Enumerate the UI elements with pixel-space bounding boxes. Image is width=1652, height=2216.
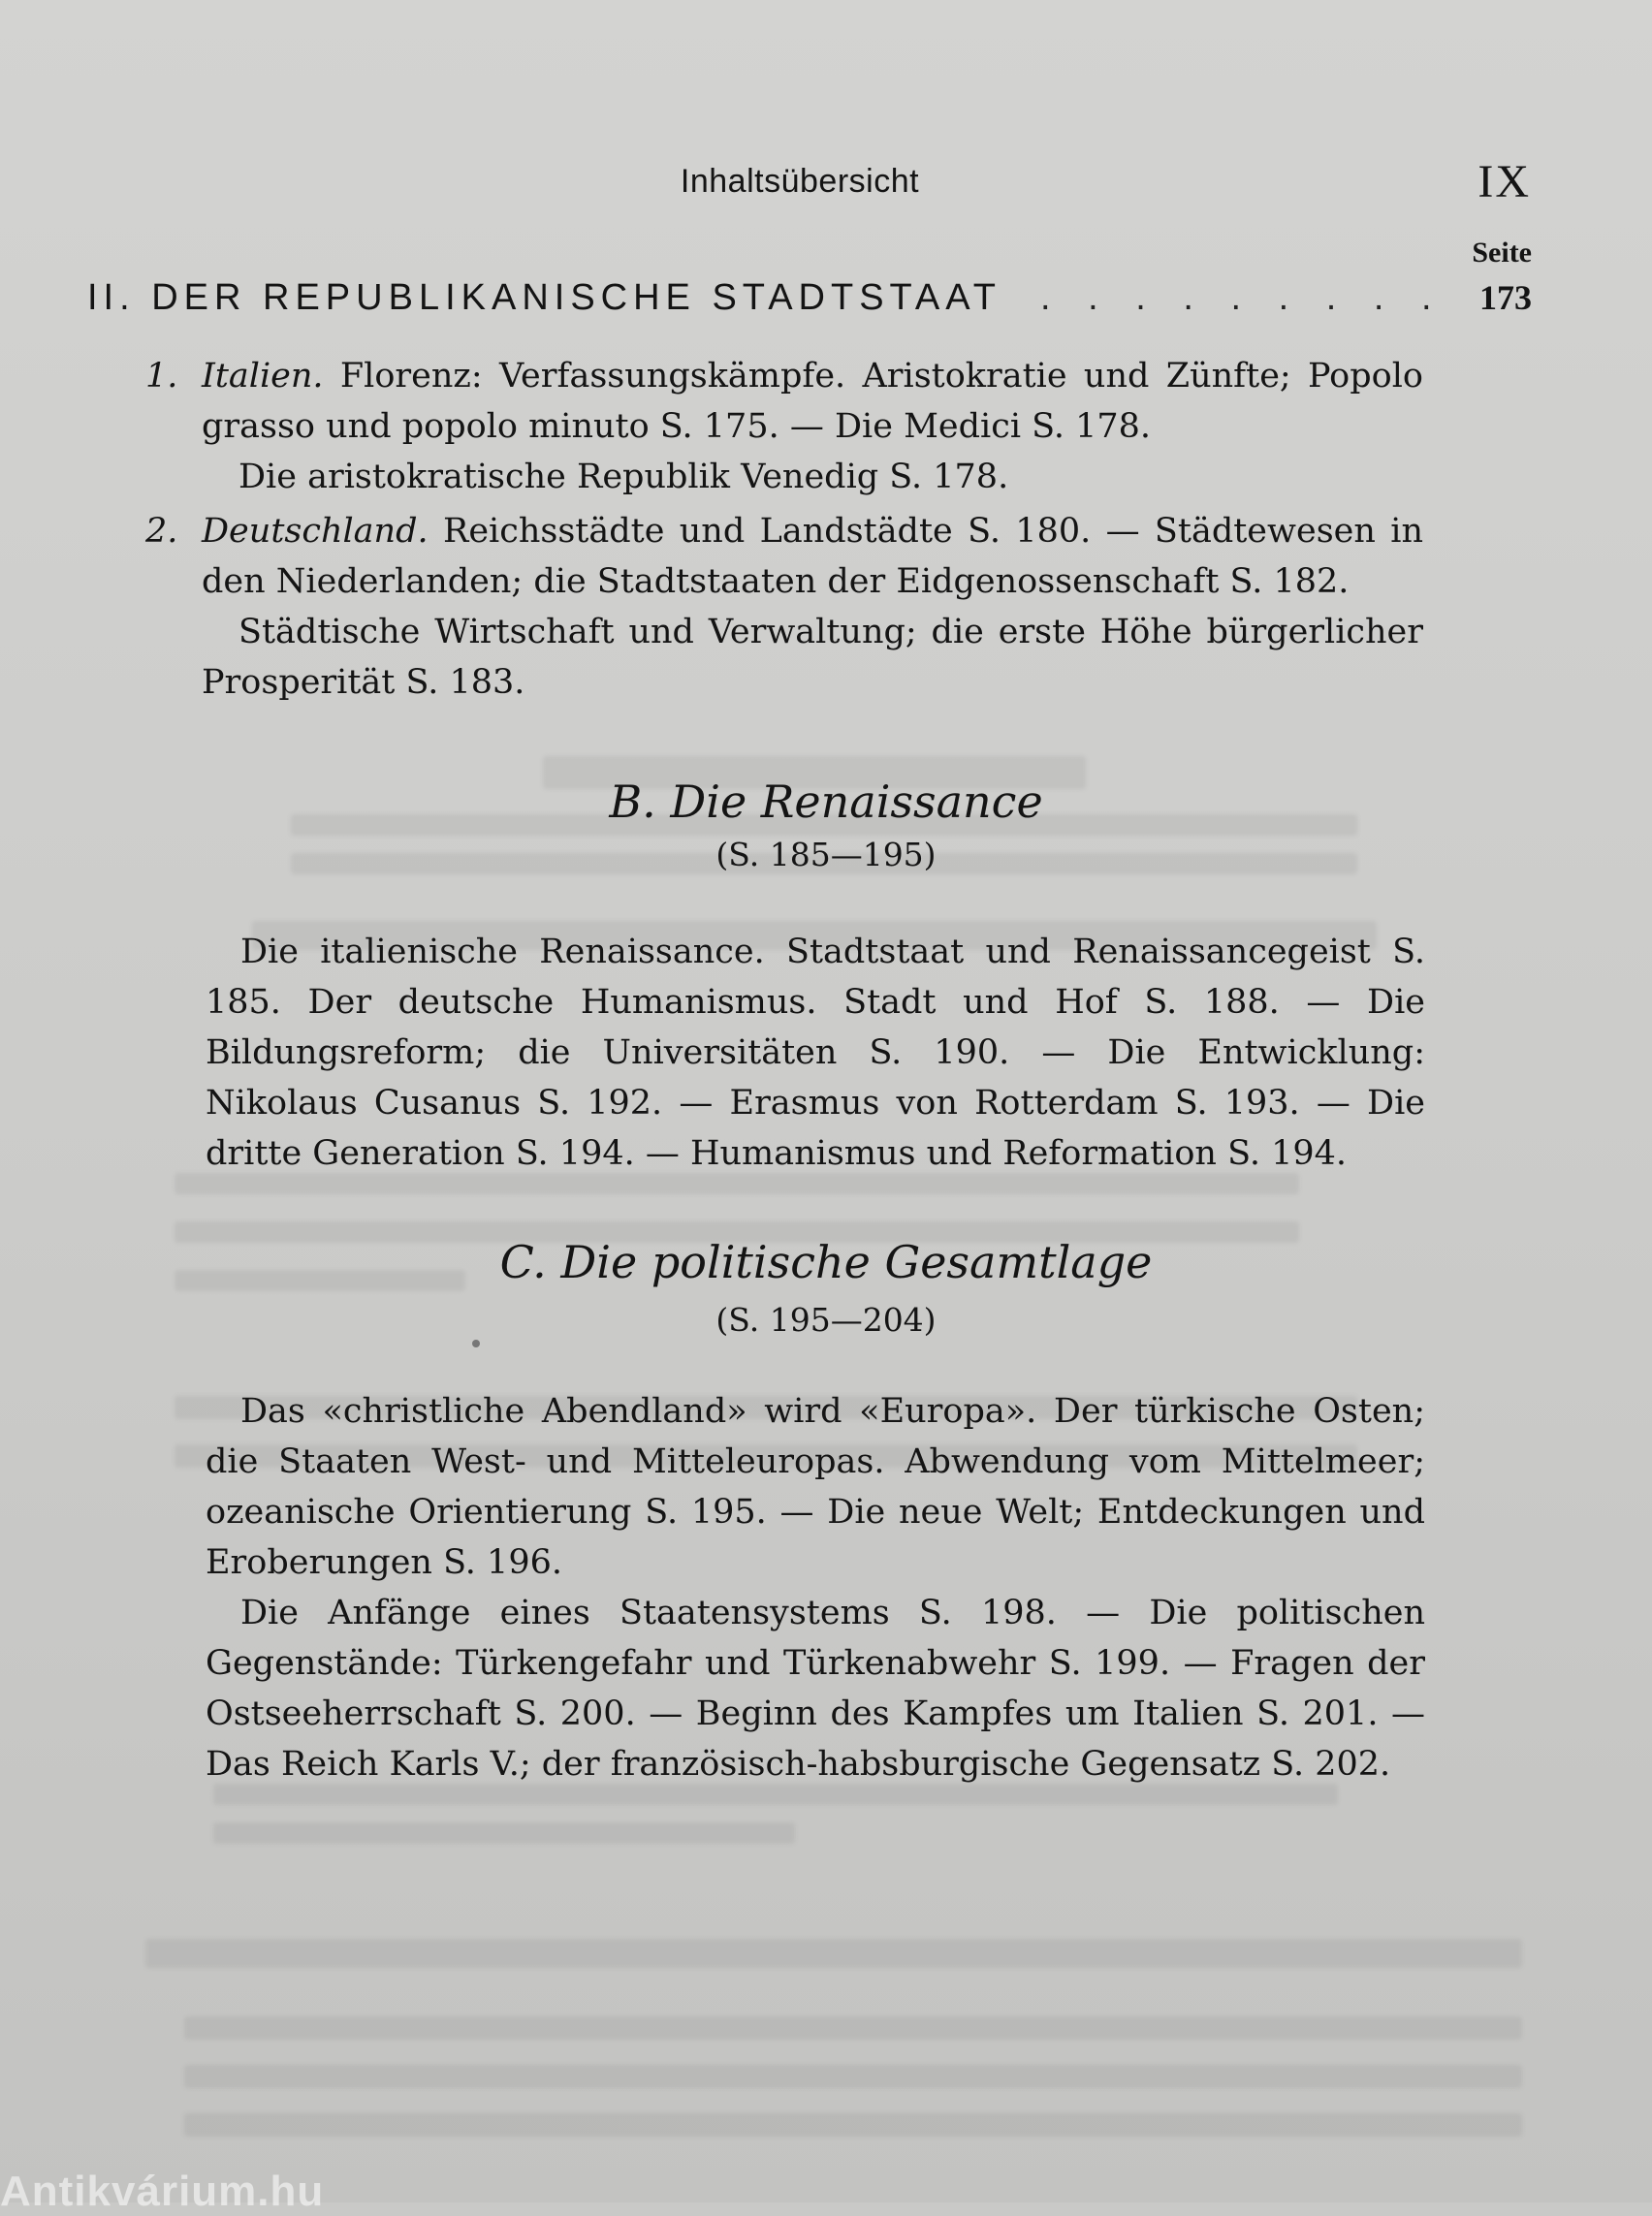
heading-politics: C. Die politische Gesamtlage <box>499 1236 1153 1288</box>
item-number: 1. <box>145 357 178 396</box>
item-keyword: Deutschland. <box>202 512 429 551</box>
paragraph-text: Die italienische Renaissance. Stadtstaat und Renaissancegeist S. 185. Der deutsche Humanismus. Stadt und Hof S. 188. — Die Bildungsreform; die Universitäten S. 190. — Die Entwicklung: Nikolaus Cusanus S. 192. — Erasmus von Rotterdam S. 193. — Die dritte Generation S. 194. — Humanismus und Reformation S. 194. <box>206 933 1425 1173</box>
item-text: Florenz: Verfassungskämpfe. Aristokratie und Zünfte; Popolo grasso und popolo minuto S. 175. — Die Medici S. 178. <box>202 357 1423 446</box>
paragraph-text: Das «christliche Abendland» wird «Europa». Der türkische Osten; die Staaten West- und Mitteleuropas. Abwendung vom Mittelmeer; ozeanische Orientierung S. 195. — Die neue Welt; Entdeckungen und Eroberungen S. 196. <box>206 1392 1425 1582</box>
item-body <box>202 506 1423 708</box>
range-renaissance: (S. 185—195) <box>715 836 937 873</box>
paragraph-politics <box>206 1386 1425 1789</box>
watermark: Antikvárium.hu <box>0 2168 325 2215</box>
page-column-label: Seite <box>1472 237 1532 269</box>
running-title: Inhaltsübersicht <box>680 163 920 200</box>
item-text-continued: Die aristokratische Republik Venedig S. 178. <box>238 458 1009 496</box>
item-number: 2. <box>145 512 178 551</box>
item-body <box>202 351 1423 502</box>
section-entry <box>87 277 1532 319</box>
item-keyword: Italien. <box>202 357 324 396</box>
range-politics: (S. 195—204) <box>715 1301 937 1339</box>
ink-speck <box>472 1340 480 1347</box>
item-text: Reichsstädte und Landstädte S. 180. — Städtewesen in den Niederlanden; die Stadtstaaten der Eidgenossenschaft S. 182. <box>202 512 1423 601</box>
paragraph-text-second: Die Anfänge eines Staatensystems S. 198. — Die politischen Gegenstände: Türkengefahr und Türkenabwehr S. 199. — Fragen der Ostseeherrschaft S. 200. — Beginn des Kampfes um Italien S. 201. — Das Reich Karls V.; der französisch-habsburgische Gegensatz S. 202. <box>206 1594 1425 1784</box>
heading-renaissance: B. Die Renaissance <box>609 776 1043 828</box>
page-number: IX <box>1477 156 1531 207</box>
toc-item-italien <box>145 351 1423 502</box>
leader-dots <box>1040 277 1450 319</box>
section-page: 173 <box>1479 278 1532 317</box>
paragraph-renaissance <box>206 927 1425 1179</box>
item-text-continued: Städtische Wirtschaft und Verwaltung; die erste Höhe bürgerlicher Prosperität S. 183. <box>202 613 1423 702</box>
section-title: II. DER REPUBLIKANISCHE STADTSTAAT <box>87 277 1002 318</box>
toc-item-deutschland <box>145 506 1423 708</box>
